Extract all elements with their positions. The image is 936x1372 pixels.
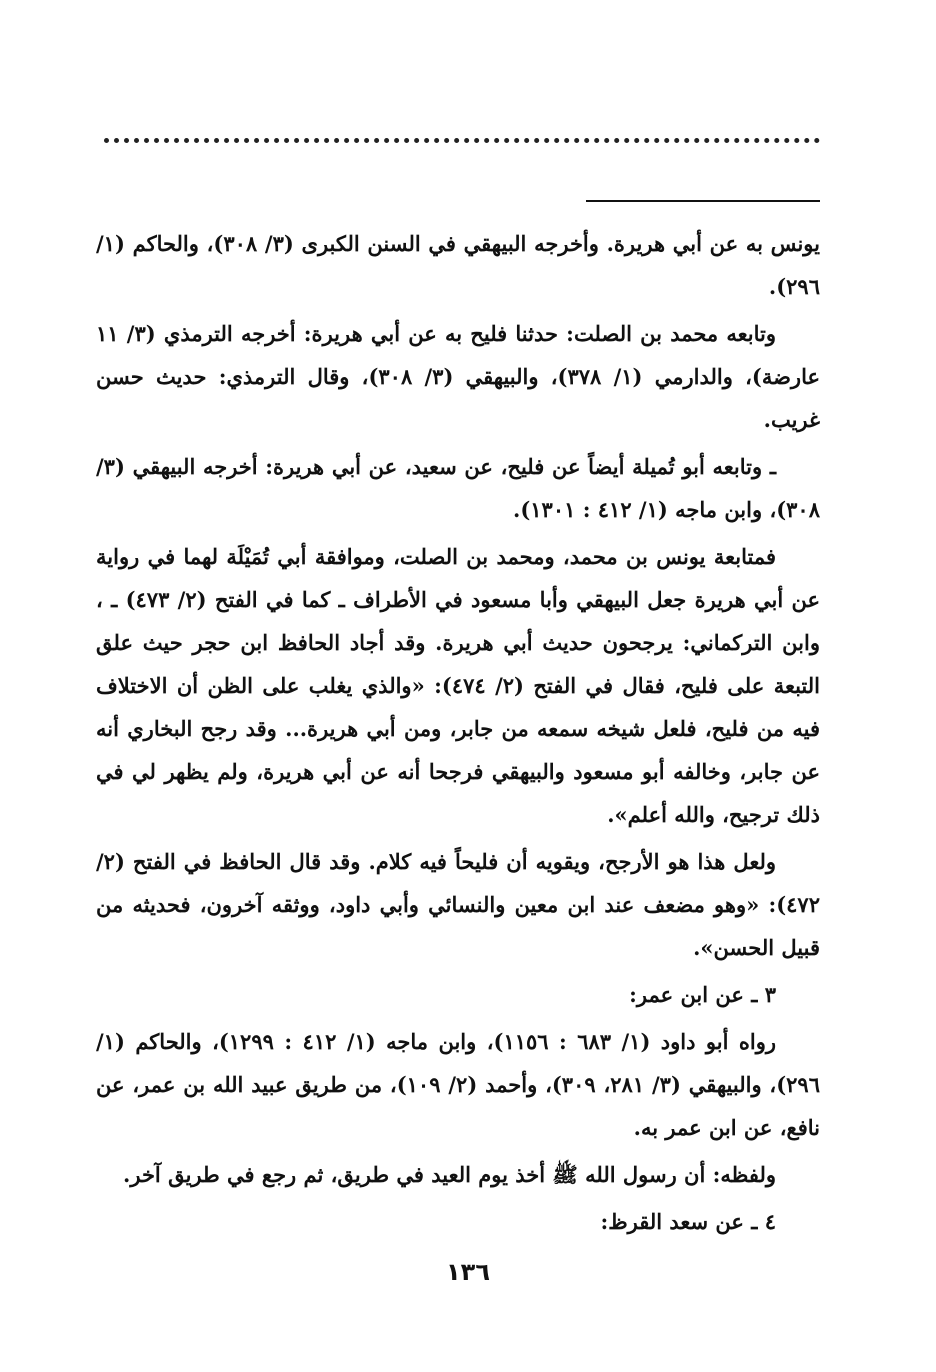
section-heading-saad-alqaraz: ٤ ـ عن سعد القرظ: <box>600 1209 776 1234</box>
paragraph-tirmidhi: وتابعه محمد بن الصلت: حدثنا فليح به عن أبي هريرة: أخرجه الترمذي (٣/ ١١ عارضة)، والدارمي (١/ ٣٧٨)، والبيهقي (٣/ ٣٠٨)، وقال الترمذي: حديث حسن غريب. <box>96 321 821 432</box>
paragraph-arjah: ولعل هذا هو الأرجح، ويقويه أن فليحاً فيه كلام. وقد قال الحافظ في الفتح (٢/ ٤٧٢): «وهو مضعف عند ابن معين والنسائي وأبي داود، ووثقه آخرون، فحديثه من قبيل الحسن». <box>96 849 820 960</box>
paragraph-continuation: يونس به عن أبي هريرة. وأخرجه البيهقي في السنن الكبرى (٣/ ٣٠٨)، والحاكم (١/ ٢٩٦). <box>96 231 820 299</box>
paragraph-lafzuhu: ولفظه: أن رسول الله ﷺ أخذ يوم العيد في طريق، ثم رجع في طريق آخر. <box>123 1162 776 1187</box>
body-text <box>96 222 820 1247</box>
page-number: ١٣٦ <box>446 1258 490 1286</box>
paragraph-abu-dawud: رواه أبو داود (١/ ٦٨٣ : ١١٥٦)، وابن ماجه (١/ ٤١٢ : ١٢٩٩)، والحاكم (١/ ٢٩٦)، والبيهقي (٣/ ٢٨١، ٣٠٩)، وأحمد (٢/ ١٠٩)، من طريق عبيد الله بن عمر، عن نافع، عن ابن عمر به. <box>96 1029 820 1140</box>
dotted-separator <box>104 138 820 153</box>
footnote-rule <box>586 200 820 202</box>
paragraph-abu-tumaila: ـ وتابعه أبو تُميلة أيضاً عن فليح، عن سعيد، عن أبي هريرة: أخرجه البيهقي (٣/ ٣٠٨)، وابن ماجه (١/ ٤١٢ : ١٣٠١). <box>96 454 820 522</box>
paragraph-mutabaa: فمتابعة يونس بن محمد، ومحمد بن الصلت، وموافقة أبي تُمَيْلَة لهما في رواية عن أبي هريرة جعل البيهقي وأبا مسعود في الأطراف ـ كما في الفتح (٢/ ٤٧٣) ـ ، وابن التركماني: يرجحون حديث أبي هريرة. وقد أجاد الحافظ ابن حجر حيث علق التبعة على فليح، فقال في الفتح (٢/ ٤٧٤): «والذي يغلب على الظن أن الاختلاف فيه من فليح، فلعل شيخه سمعه من جابر، ومن أبي هريرة... وقد رجح البخاري أنه عن جابر، وخالفه أبو مسعود والبيهقي فرجحا أنه عن أبي هريرة، ولم يظهر لي في ذلك ترجيح، والله أعلم». <box>96 544 821 827</box>
section-heading-ibn-umar: ٣ ـ عن ابن عمر: <box>629 982 776 1007</box>
